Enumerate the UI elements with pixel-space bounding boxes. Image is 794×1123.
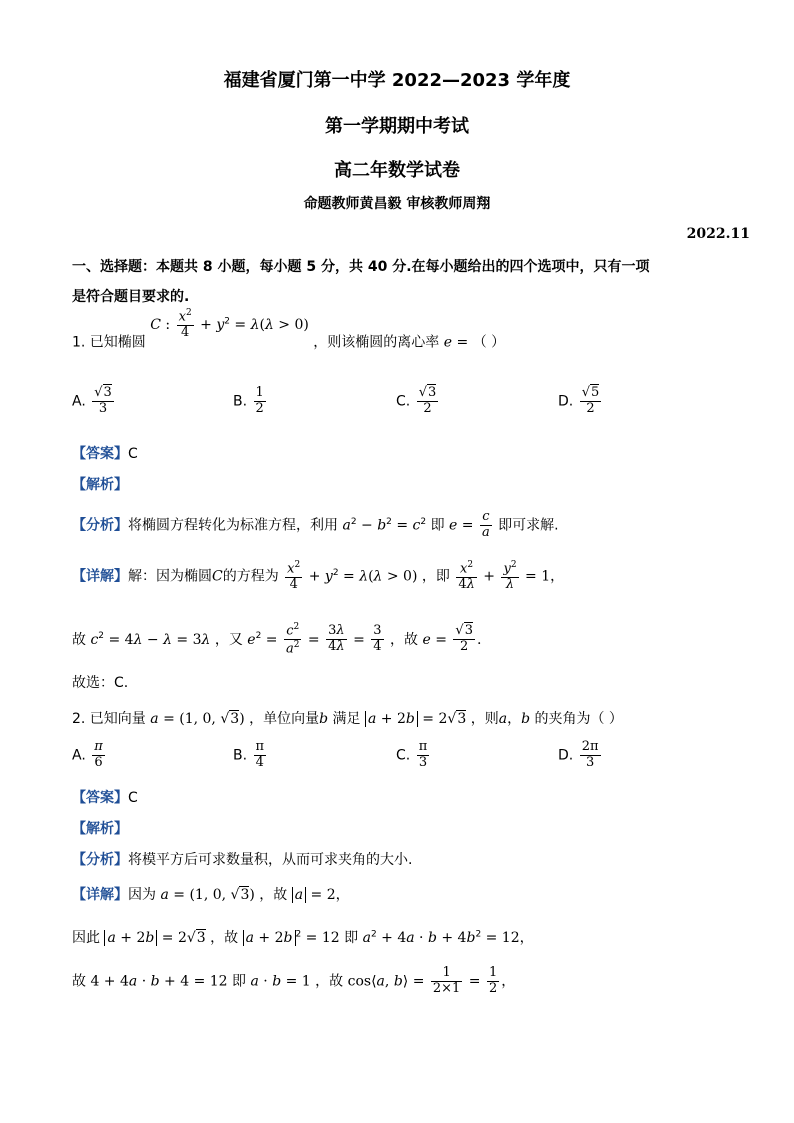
exam-title-grade: 高二年数学试卷 <box>334 160 460 181</box>
q2-detail-line1: 【详解】因为 a = (1, 0, √3) ，故 a = 2， <box>72 887 350 903</box>
q1-stem: 1. 已知椭圆 C : $\frac{x^2}{4}$ + $y^2 = \lambda(\lambda > 0)$ ，则该椭圆的离心率 e = （ ） <box>72 308 506 351</box>
q1-suffix: ，则该椭圆的离心率 <box>313 334 440 351</box>
q1-option-c: C. $\frac{√3}{2}$ <box>396 385 437 416</box>
q2-option-d: D. $\frac{2\pi}{3}$ <box>558 739 599 770</box>
q1-blank: （ ） <box>472 334 506 351</box>
section-heading-line2: 是符合题目要求的. <box>72 289 190 305</box>
q1-option-a: A. $\frac{√3}{3}$ <box>72 385 112 416</box>
exam-date: 2022.11 <box>686 226 750 242</box>
q1-fenxi: 【分析】将椭圆方程转化为标准方程，利用 $a^2 - b^2 = c^2$ 即 e = $\frac{c}{a}$ 即可求解. <box>72 509 559 540</box>
q2-option-a: A. $\frac{\pi}{6}$ <box>72 739 103 770</box>
q1-option-d: D. $\frac{√5}{2}$ <box>558 385 600 416</box>
q2-analysis-label: 【解析】 <box>72 821 128 837</box>
q1-conclusion: 故选：C. <box>72 675 129 691</box>
q2-option-c: C. $\frac{\pi}{3}$ <box>396 739 428 770</box>
q2-option-b: B. $\frac{\pi}{4}$ <box>233 739 265 770</box>
q1-ellipse-equation: C : $\frac{x^2}{4}$ + $y^2 = \lambda(\lambda > 0)$ <box>150 308 309 341</box>
q1-option-b: B. $\frac{1}{2}$ <box>233 385 264 416</box>
exam-authors: 命题教师黄昌毅 审核教师周翔 <box>303 196 491 212</box>
q1-prefix: 1. 已知椭圆 <box>72 334 146 351</box>
q1-detail-line1: 【详解】解：因为椭圆C的方程为 $\frac{x^2}{4}$ + $y^2 = \lambda(\lambda > 0)$ ，即 $\frac{x^2}{4\lambda}$ + $\frac{y^2}{\lambda}$ = 1， <box>72 560 565 593</box>
q1-analysis-label: 【解析】 <box>72 477 128 493</box>
q2-detail-line2: 因此 a + 2b = 2√3 ，故 a + 2b $^2$ = 12 即 $a^2 + 4a \cdot b + 4b^2 = 12$， <box>72 929 534 946</box>
q2-fenxi: 【分析】将模平方后可求数量积，从而可求夹角的大小. <box>72 852 413 868</box>
q2-stem: 2. 已知向量 a = (1, 0, √3) ，单位向量b 满足 a + 2b = 2√3 ，则a，b 的夹角为（ ） <box>72 711 623 727</box>
q1-answer-value: C <box>128 446 138 462</box>
exam-title-school: 福建省厦门第一中学 2022—2023 学年度 <box>223 70 571 91</box>
section-heading-line1: 一、选择题：本题共 8 小题，每小题 5 分，共 40 分.在每小题给出的四个选项中，只有一项 <box>72 259 650 275</box>
exam-title-term: 第一学期期中考试 <box>325 116 469 137</box>
q2-answer: 【答案】C <box>72 790 138 806</box>
q2-detail-line3: 故 4 + 4a · b + 4 = 12 即 a · b = 1 ，故 cos⟨a, b⟩ = $\frac{1}{2\times 1}$ = $\frac{1}{2}$ ， <box>72 965 516 996</box>
q1-answer <box>72 443 138 463</box>
q1-detail-line2: 故 $c^2 = 4\lambda - \lambda = 3\lambda$ ，又 $e^2$ = $\frac{c^2}{a^2}$ = $\frac{3\lambda}{4\lambda}$ = $\frac{3}{4}$ ，故 e = $\frac{√3}{2}$ . <box>72 622 482 657</box>
q2-answer-value: C <box>128 790 138 806</box>
answer-label: 【答案】 <box>72 446 128 462</box>
